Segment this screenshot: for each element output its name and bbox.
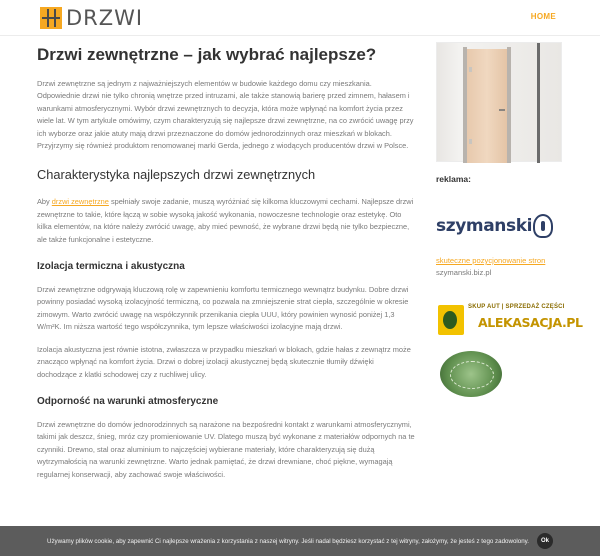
exterior-doors-link[interactable]: drzwi zewnętrzne [51, 197, 109, 207]
green-seal-badge[interactable] [440, 351, 502, 397]
article [37, 44, 415, 491]
cookie-ok-button[interactable]: Ok [537, 533, 553, 549]
szymanski-logo[interactable] [436, 208, 562, 244]
insulation-paragraph-1: Drzwi zewnętrzne odgrywają kluczową rolę w zapewnieniu komfortu termicznego wewnątrz budynku. Dobre drzwi powinny posiadać wysoką izolacyjność termiczną, co pozwala na zmniejszenie strat ciepła, szczególnie w okresie zimowym. Warto zwrócić uwagę na współczynnik przenikania ciepła UUU, który powinien wynosić poniżej 1,3 W/m²K. Im niższa wartość tego współczynnika, tym lepsze właściwości izolacyjne mają drzwi. [37, 285, 409, 332]
szymanski-logo-text: szymanski [436, 216, 533, 236]
nav-home-link[interactable]: HOME [530, 12, 556, 21]
sidebar [436, 42, 583, 397]
weather-paragraph: Drzwi zewnętrzne do domów jednorodzinnych są narażone na bezpośredni kontakt z warunkami atmosferycznymi, takimi jak deszcz, śnieg, mróz czy promieniowanie UV. Dlatego muszą być wykonane z materiałów odpornych na te czynniki. Drewno, stal oraz aluminium to najczęściej wybierane materiały, które charakteryzują się dużą wytrzymałością na warunki zewnętrzne. Warto jednak pamiętać, że drzwi drewniane, choć piękne, wymagają regularnej konserwacji, aby zachować swoje właściwości. [37, 419, 415, 479]
site-header [0, 0, 600, 36]
characteristics-prefix: Aby [37, 197, 52, 207]
car-logo-icon [438, 305, 464, 335]
insulation-paragraph-2: Izolacja akustyczna jest równie istotna, zwłaszcza w przypadku mieszkań w blokach, gdzie hałas z zewnątrz może znacząco wpłynąć na komfort życia. Drzwi o dobrej izolacji akustycznej będą skutecznie tłumiły dźwięki dochodzące z klatki schodowej czy z ruchliwej ulicy. [37, 344, 411, 379]
banner-tagline: SKUP AUT | SPRZEDAŻ CZĘŚCI [468, 304, 565, 310]
ad-label: reklama: [436, 174, 471, 184]
cookie-text: Używamy plików cookie, aby zapewnić Ci najlepsze wrażenia z korzystania z naszej witryny. Jeśli nadal będziesz korzystać z tej witryny, założymy, że jesteś z tego zadowolony. [46, 537, 529, 545]
szymanski-url: szymanski.biz.pl [436, 268, 492, 277]
door-window-logo-icon [40, 7, 62, 29]
characteristics-paragraph [37, 196, 415, 246]
keyhole-icon [533, 214, 553, 238]
banner-title: ALEKASACJA.PL [478, 315, 583, 330]
seo-positioning-link[interactable]: skuteczne pozycjonowanie stron [436, 256, 546, 265]
site-logo[interactable] [40, 7, 143, 29]
section-heading-weather: Odporność na warunki atmosferyczne [37, 395, 219, 407]
logo-text: DRZWI [66, 6, 144, 30]
cookie-bar [0, 526, 600, 556]
characteristics-rest: spełniały swoje zadanie, muszą wyróżniać się kilkoma kluczowymi cechami. Najlepsze drzwi zewnętrzne to takie, które łączą w sobie wysoką jakość wykonania, nowoczesne technologie oraz estetykę. Oto kilka elementów, na które należy zwrócić uwagę, aby mieć pewność, że wybrane drzwi będą nie tylko bezpieczne, ale także funkcjonalne i estetyczne. [37, 197, 414, 244]
alekasacja-banner[interactable] [436, 303, 583, 339]
page-title: Drzwi zewnętrzne – jak wybrać najlepsze? [37, 45, 377, 64]
section-heading-characteristics: Charakterystyka najlepszych drzwi zewnętrznych [37, 167, 316, 183]
door-image [436, 42, 562, 162]
intro-paragraph: Drzwi zewnętrzne są jednym z najważniejszych elementów w budowie każdego domu czy mieszkania. Odpowiednie drzwi nie tylko chronią wnętrze przed intruzami, ale także stanowią barierę przed zimnem, hałasem i warunkami atmosferycznymi. Wybór drzwi zewnętrznych to decyzja, która może wpłynąć na komfort życia przez wiele lat. W tym artykule omówimy, czym charakteryzują się najlepsze drzwi zewnętrzne, na co zwrócić uwagę przy ich wyborze oraz jakie atuty mają drzwi przeznaczone do domów jednorodzinnych oraz mieszkań w blokach. Przyjrzymy się również produktom renomowanej marki Gerda, jednego z wiodących producentów drzwi w Polsce. [37, 79, 414, 151]
section-heading-insulation: Izolacja termiczna i akustyczna [37, 261, 185, 273]
